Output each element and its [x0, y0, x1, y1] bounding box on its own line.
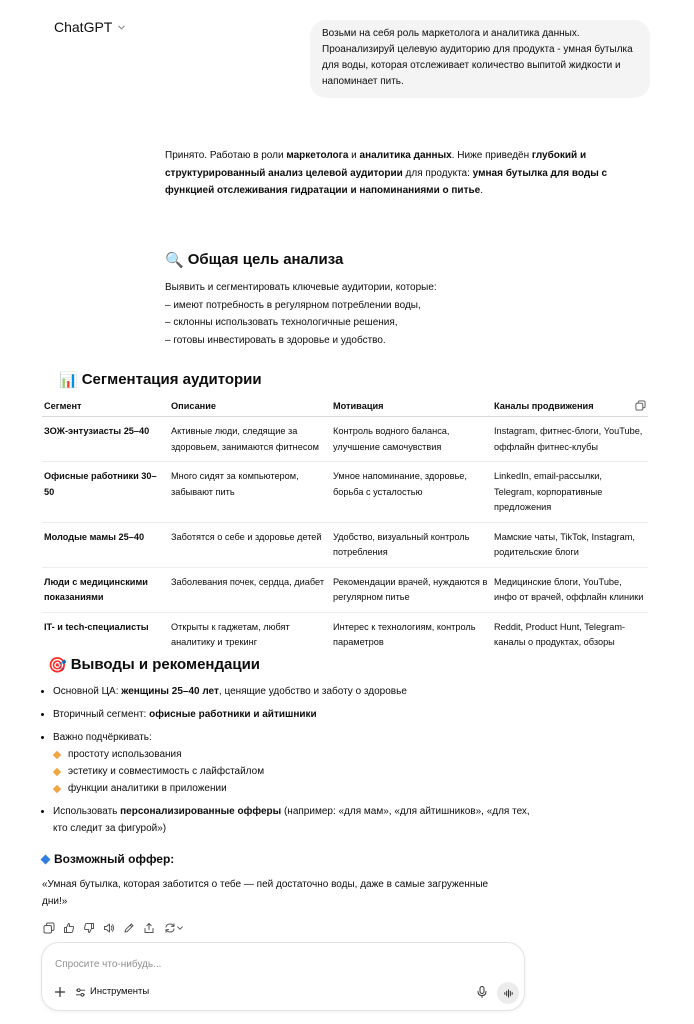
table-cell: Заболевания почек, сердца, диабет: [169, 567, 331, 612]
intro-text: и: [348, 150, 360, 161]
segmentation-table: [42, 398, 648, 657]
table-cell: Интерес к технологиям, контроль параметров: [333, 621, 476, 647]
prompt-input[interactable]: [55, 955, 455, 973]
table-row: [42, 522, 648, 567]
list-text: (например: «для мам», «для айтишников», «для тех, кто следит за фигурой»): [53, 806, 530, 834]
list-text: , ценящие удобство и заботу о здоровье: [218, 686, 407, 697]
assistant-intro: [165, 147, 615, 200]
voice-mode-button[interactable]: [497, 982, 519, 1004]
share-icon: [143, 922, 155, 934]
list-item: [53, 706, 533, 723]
table-cell: Много сидят за компьютером, забывают пить: [169, 462, 331, 523]
conclusions-heading: [48, 655, 260, 675]
offer-title: Возможный оффер:: [54, 852, 175, 866]
list-item: [53, 683, 533, 700]
table-row: [42, 462, 648, 523]
tools-button[interactable]: [75, 984, 149, 1000]
table-row: [42, 567, 648, 612]
table-cell: IT- и tech-специалисты: [44, 621, 149, 632]
table-cell: Контроль водного баланса, улучшение самочувствия: [331, 417, 492, 462]
table-cell: Instagram, фитнес-блоги, YouTube, оффлайн фитнес-клубы: [492, 417, 648, 462]
blue-diamond-icon: [41, 854, 51, 864]
orange-diamond-icon: [53, 767, 61, 775]
bar-chart-icon: 📊: [59, 371, 78, 389]
goal-title: Общая цель анализа: [187, 251, 344, 268]
table-cell: LinkedIn, email-рассылки, Telegram, корпоративные предложения: [492, 462, 648, 523]
tools-label: Инструменты: [90, 986, 150, 997]
table-row: [42, 612, 648, 657]
share-button[interactable]: [142, 921, 156, 935]
intro-bold: маркетолога: [286, 150, 349, 161]
speaker-icon: [103, 922, 115, 934]
intro-text: .: [480, 185, 483, 196]
table-header-row: [42, 398, 648, 417]
table-cell: Умное напоминание, здоровье, борьба с усталостью: [331, 462, 492, 523]
list-text: Вторичный сегмент:: [53, 709, 150, 720]
waveform-icon: [503, 988, 514, 999]
goal-line: – готовы инвестировать в здоровье и удобство.: [165, 334, 386, 346]
list-bold: женщины 25–40 лет: [121, 686, 219, 697]
sub-item-text: простоту использования: [68, 749, 182, 760]
table-header: Описание: [169, 398, 331, 417]
list-text: Основной ЦА:: [53, 686, 122, 697]
table-cell: Медицинские блоги, YouTube, инфо от врачей, оффлайн клиники: [492, 567, 648, 612]
intro-text: . Ниже приведён: [451, 150, 532, 161]
table-cell: Мамские чаты, TikTok, Instagram, родительские блоги: [492, 522, 648, 567]
table-header-label: Каналы продвижения: [494, 401, 594, 412]
conclusions-list: [36, 683, 533, 843]
list-item: [53, 729, 533, 797]
table-cell: Открыты к гаджетам, любят аналитику и трекинг: [171, 621, 290, 647]
offer-text: «Умная бутылка, которая заботится о тебе — пей достаточно воды, даже в самые загруженные дни!»: [42, 879, 489, 907]
goal-heading: [165, 250, 343, 270]
table-cell: Reddit, Product Hunt, Telegram-каналы о продуктах, обзоры: [494, 621, 626, 647]
list-bold: офисные работники и айтишники: [149, 709, 317, 720]
edit-button[interactable]: [122, 921, 136, 935]
orange-diamond-icon: [53, 750, 61, 758]
orange-diamond-icon: [53, 784, 61, 792]
copy-button[interactable]: [42, 921, 56, 935]
message-actions: [42, 921, 186, 935]
table-cell: Удобство, визуальный контроль потребления: [331, 522, 492, 567]
model-name: ChatGPT: [54, 19, 113, 35]
sub-item-text: функции аналитики в приложении: [68, 783, 227, 794]
copy-icon[interactable]: [635, 400, 646, 411]
table-cell: Заботятся о себе и здоровье детей: [169, 522, 331, 567]
offer-heading: [42, 851, 174, 867]
thumbs-up-icon: [63, 922, 75, 934]
goal-line: – склонны использовать технологичные решения,: [165, 317, 398, 328]
refresh-icon: [164, 922, 176, 934]
thumbs-down-icon: [83, 922, 95, 934]
pencil-icon: [123, 922, 135, 934]
segmentation-title: Сегментация аудитории: [81, 371, 262, 388]
goal-line: Выявить и сегментировать ключевые аудитории, которые:: [165, 282, 437, 293]
target-icon: 🎯: [48, 656, 67, 674]
sliders-icon: [75, 987, 86, 998]
goal-text: [165, 279, 615, 349]
thumbs-down-button[interactable]: [82, 921, 96, 935]
plus-icon[interactable]: [53, 985, 67, 999]
regenerate-button[interactable]: [162, 921, 186, 935]
sub-item: [53, 746, 533, 763]
sub-item: [53, 780, 533, 797]
sub-item-text: эстетику и совместимость с лайфстайлом: [68, 766, 265, 777]
microphone-icon[interactable]: [475, 985, 489, 999]
intro-bold: аналитика данных: [359, 150, 452, 161]
intro-text: Принято. Работаю в роли: [165, 150, 287, 161]
table-cell: Рекомендации врачей, нуждаются в регулярном питье: [331, 567, 492, 612]
table-row: [42, 417, 648, 462]
conclusions-title: Выводы и рекомендации: [70, 656, 261, 673]
segmentation-heading: [59, 370, 262, 390]
table-cell: Активные люди, следящие за здоровьем, занимаются фитнесом: [169, 417, 331, 462]
read-aloud-button[interactable]: [102, 921, 116, 935]
list-item: [53, 803, 533, 837]
chevron-down-icon: [176, 924, 184, 932]
table-header: Сегмент: [42, 398, 169, 417]
table-header: Мотивация: [331, 398, 492, 417]
sub-item: [53, 763, 533, 780]
composer: [41, 942, 525, 1011]
model-selector[interactable]: [54, 18, 126, 36]
thumbs-up-button[interactable]: [62, 921, 76, 935]
list-bold: персонализированные офферы: [120, 806, 282, 817]
intro-bold: глубокий и структурированный анализ целевой аудитории: [165, 150, 587, 179]
intro-bold: умная бутылка для воды с функцией отслеживания гидратации и напоминаниями о питье: [165, 167, 608, 196]
table-cell: ЗОЖ-энтузиасты 25–40: [42, 417, 169, 462]
chevron-down-icon: [117, 23, 126, 32]
goal-line: – имеют потребность в регулярном потреблении воды,: [165, 299, 421, 311]
list-text: • Важно подчёркивать:: [53, 732, 152, 743]
user-message: Возьми на себя роль маркетолога и аналитика данных. Проанализируй целевую аудиторию для продукта - умная бутылка для воды, которая отслеживает количество выпитой жидкости и напоминает пить.: [310, 20, 650, 98]
table-cell: Люди с медицинскими показаниями: [42, 567, 169, 612]
magnifier-icon: 🔍: [165, 251, 184, 269]
intro-text: для продукта:: [402, 167, 473, 179]
list-text: Использовать: [53, 806, 121, 817]
table-cell: Офисные работники 30–50: [42, 462, 169, 523]
copy-icon: [43, 922, 55, 934]
table-cell: Молодые мамы 25–40: [42, 522, 169, 567]
table-header: [492, 398, 648, 417]
